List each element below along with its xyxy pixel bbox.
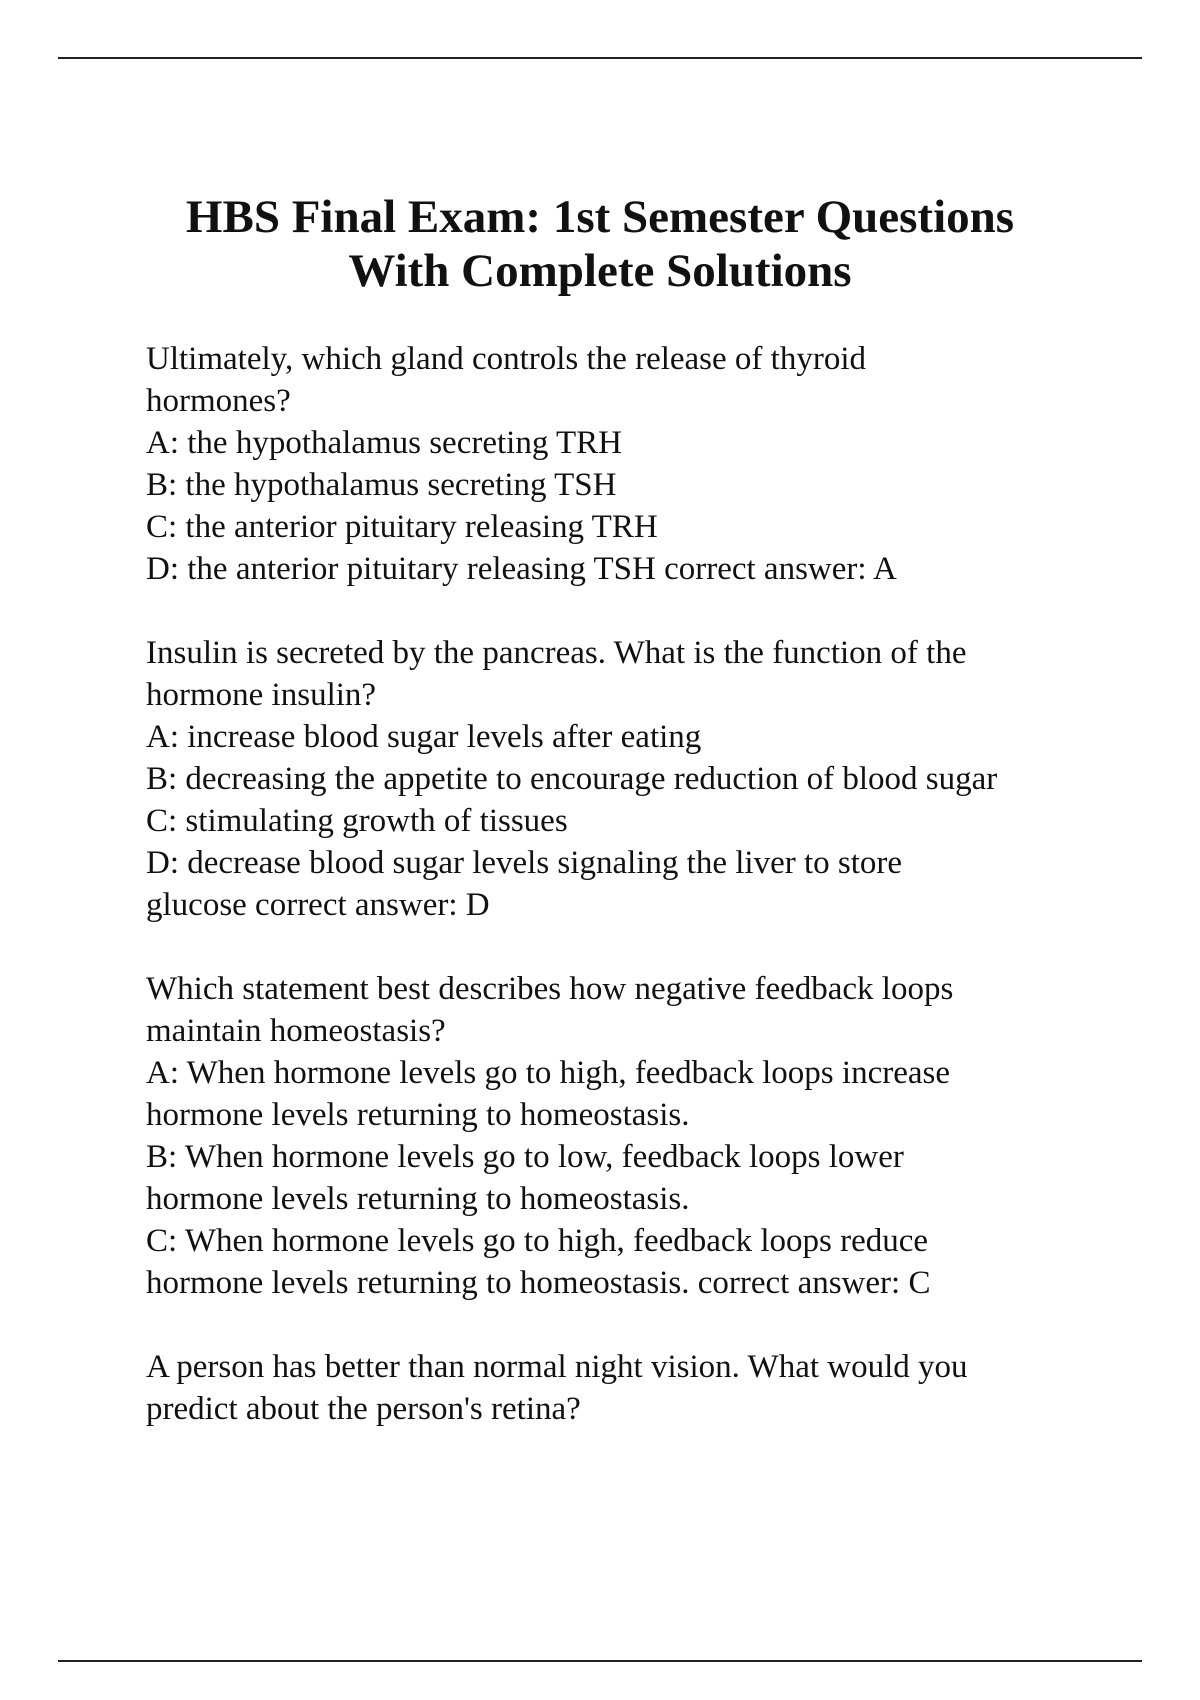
document-title bbox=[100, 190, 1100, 298]
answer-option: A: When hormone levels go to high, feedback loops increase bbox=[146, 1055, 950, 1091]
answer-option: D: decrease blood sugar levels signaling the liver to store bbox=[146, 845, 903, 881]
answer-option: B: the hypothalamus secreting TSH bbox=[146, 467, 617, 503]
question-stem-line: hormones? bbox=[146, 383, 291, 419]
question-stem-line: maintain homeostasis? bbox=[146, 1013, 446, 1049]
answer-option: C: When hormone levels go to high, feedback loops reduce bbox=[146, 1223, 929, 1259]
question-3 bbox=[146, 968, 1146, 1304]
title-line-2: With Complete Solutions bbox=[348, 245, 852, 297]
question-stem-line: Which statement best describes how negative feedback loops bbox=[146, 971, 954, 1007]
answer-option: hormone levels returning to homeostasis. bbox=[146, 1097, 690, 1133]
question-stem-line: hormone insulin? bbox=[146, 677, 377, 713]
answer-option: B: decreasing the appetite to encourage reduction of blood sugar bbox=[146, 761, 998, 797]
answer-option: glucose correct answer: D bbox=[146, 887, 490, 923]
answer-option: B: When hormone levels go to low, feedback loops lower bbox=[146, 1139, 904, 1175]
question-2 bbox=[146, 632, 1146, 926]
answer-option: D: the anterior pituitary releasing TSH correct answer: A bbox=[146, 551, 897, 587]
question-stem-line: Ultimately, which gland controls the release of thyroid bbox=[146, 341, 866, 377]
question-4-stem bbox=[146, 1346, 1146, 1430]
question-3-stem bbox=[146, 968, 1146, 1052]
answer-option: A: increase blood sugar levels after eating bbox=[146, 719, 702, 755]
question-stem-line: Insulin is secreted by the pancreas. What is the function of the bbox=[146, 635, 967, 671]
answer-option: C: stimulating growth of tissues bbox=[146, 803, 568, 839]
question-1-stem bbox=[146, 338, 1146, 422]
question-4 bbox=[146, 1346, 1146, 1430]
title-line-1: HBS Final Exam: 1st Semester Questions bbox=[185, 191, 1015, 243]
question-stem-line: A person has better than normal night vision. What would you bbox=[146, 1349, 968, 1385]
top-rule bbox=[58, 57, 1142, 59]
question-2-stem bbox=[146, 632, 1146, 716]
bottom-rule bbox=[58, 1660, 1142, 1662]
questions-list bbox=[146, 338, 1146, 1472]
answer-option: hormone levels returning to homeostasis. correct answer: C bbox=[146, 1265, 931, 1301]
question-1 bbox=[146, 338, 1146, 590]
answer-option: A: the hypothalamus secreting TRH bbox=[146, 425, 622, 461]
question-stem-line: predict about the person's retina? bbox=[146, 1391, 581, 1427]
answer-option: hormone levels returning to homeostasis. bbox=[146, 1181, 690, 1217]
answer-option: C: the anterior pituitary releasing TRH bbox=[146, 509, 658, 545]
